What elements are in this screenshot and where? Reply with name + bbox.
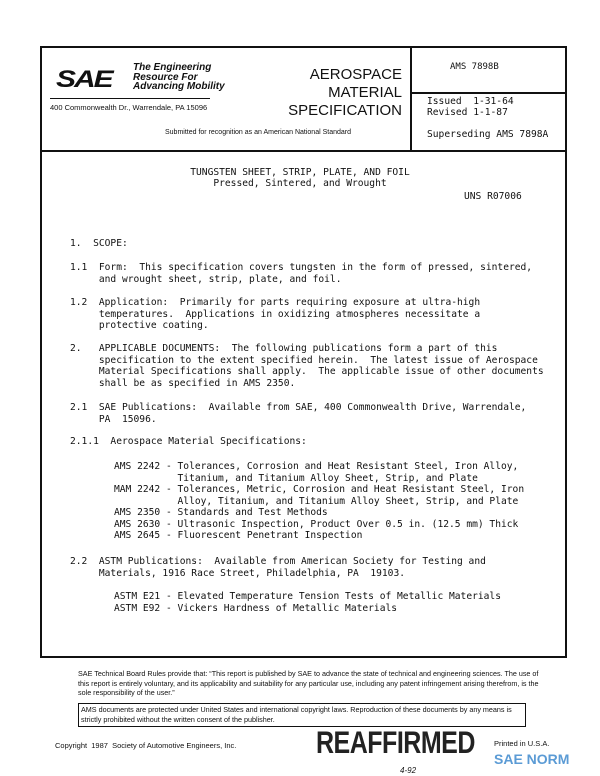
spec-type-title [270,66,402,120]
title-line: SPECIFICATION [288,102,402,119]
ans-submission-note: Submitted for recognition as an American National Standard [165,129,351,136]
text: Available from American Society for Testing and Materials, 1916 Race Street, Philadelphia, PA 19103. [98,556,486,579]
copyright-notice-box: AMS documents are protected under United States and international copyright laws. Reproduction of these documents by any means is strictly prohibited without the written consent of the publisher. [78,703,526,727]
sae-address: 400 Commonwealth Dr., Warrendale, PA 15096 [50,103,208,112]
section-2-2 [70,556,486,579]
title-line: MATERIAL [328,84,402,101]
tagline-line: The Engineering [133,62,212,73]
heading: 1.1 Form: [70,262,128,273]
revised-date: Revised 1-1-87 [427,107,508,118]
uns-number: UNS R07006 [464,191,522,202]
text: Primarily for parts requiring exposure at ultra-high temperatures. Applications in oxidizing atmospheres necessitate a protective coating. [98,297,481,331]
sae-norm-watermark: SAE NORM [494,751,570,767]
heading: 2.2 ASTM Publications: [70,556,203,567]
logo-rule [50,98,210,99]
text: Available from SAE, 400 Commonwealth Drive, Warrendale, PA 15096. [98,402,527,425]
doc-title: TUNGSTEN SHEET, STRIP, PLATE, AND FOIL [190,167,410,178]
section-scope: 1. SCOPE: [70,238,128,249]
tagline-line: Resource For [133,71,198,83]
tagline-line: Advancing Mobility [133,81,225,92]
number-divider [410,92,565,94]
sae-logo: SAE [56,66,112,93]
section-1-1 [70,262,532,285]
heading: 2.1 SAE Publications: [70,402,198,413]
reaffirmed-stamp: REAFFIRMED [316,725,475,761]
text: This specification covers tungsten in the form of pressed, sintered, and wrought sheet, strip, plate, and foil. [98,262,533,285]
astm-list: ASTM E21 - Elevated Temperature Tension Tests of Metallic Materials ASTM E92 - Vickers Hardness of Metallic Materials [114,591,501,614]
doc-subtitle: Pressed, Sintered, and Wrought [213,178,387,189]
doc-number: AMS 7898B [450,62,499,72]
superseding: Superseding AMS 7898A [427,129,549,140]
title-line: AEROSPACE [309,66,402,83]
printed-in: Printed in U.S.A. [494,739,550,748]
header-divider [40,150,565,152]
sae-tagline [133,63,225,92]
section-2-1 [70,402,526,425]
section-2-1-1: 2.1.1 Aerospace Material Specifications: [70,436,307,447]
header-column-divider [410,46,412,150]
section-1-2 [70,297,480,332]
issued-date: Issued 1-31-64 [427,96,514,107]
technical-board-rules: SAE Technical Board Rules provide that: “This report is published by SAE to advance the state of technical and engineering sciences. The use of this report is entirely voluntary, and its applicability and suitability for any particular use, including any patent infringement arising therefrom, is the sole responsibility of the user.” [78,669,539,697]
ams-list: AMS 2242 - Tolerances, Corrosion and Heat Resistant Steel, Iron Alloy, Titanium, and Titanium Alloy Sheet, Strip, and Plate MAM 2242 - Tolerances, Metric, Corrosion and Heat Resistant Steel, Iron Alloy, Titanium, and Titanium Alloy Sheet, Strip, and Plate AMS 2350 - Standards and Test Methods AMS 2630 - Ultrasonic Inspection, Product Over 0.5 in. (12.5 mm) Thick AMS 2645 - Fluorescent Penetrant Inspection [114,461,525,541]
text: The following publications form a part of this specification to the extent specified herein. The latest issue of Aerospace Material Specifications shall apply. The applicable issue of other documents shall be as specified in AMS 2350. [98,343,544,389]
copyright-line: Copyright 1987 Society of Automotive Engineers, Inc. [55,741,237,750]
heading: 2. APPLICABLE DOCUMENTS: [70,343,221,354]
stamp-date: 4-92 [400,766,417,775]
section-2 [70,343,544,389]
heading: 1.2 Application: [70,297,169,308]
